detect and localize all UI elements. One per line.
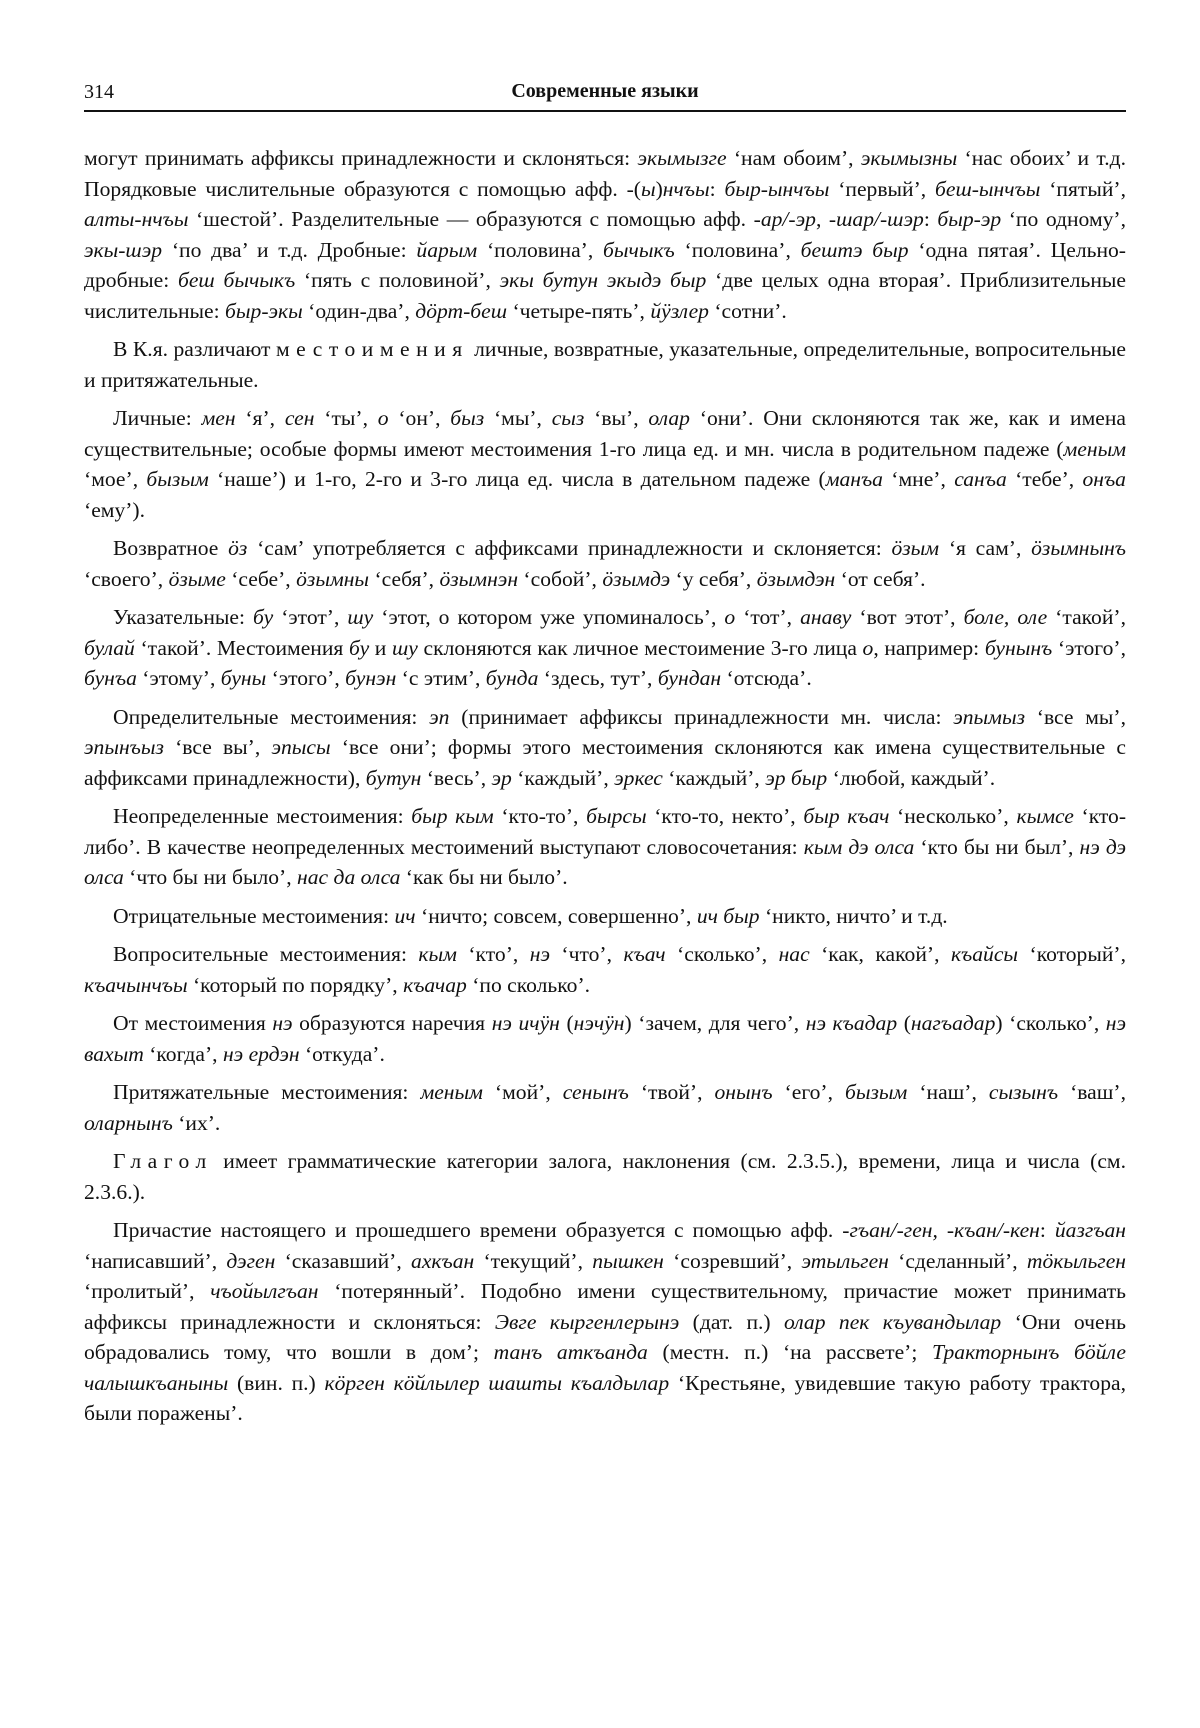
text-run: ‘по сколько’. [466,972,591,997]
text-run: : [1039,1218,1055,1242]
italic-term: пышкен [592,1248,664,1273]
text-run: Определительные местоимения: [113,704,430,729]
italic-term: оларнынъ [84,1110,173,1135]
italic-term: онынъ [714,1080,773,1104]
italic-term: тöкыльген [1026,1248,1126,1273]
italic-term: дöрт-беш [415,298,508,323]
text-run: ‘как бы ни было’. [400,865,568,889]
text-run: ‘один-два’, [302,298,416,323]
italic-term: кым дэ олса [803,834,915,859]
italic-term: öзымдэ [602,566,671,591]
text-run: ‘отсюда’. [721,666,812,690]
text-run: ‘нас обоих’ и т.д. Порядковые числительные образуются с помощью афф. -( [84,146,1126,201]
italic-term: къачар [403,972,467,997]
text-run: ‘такой’, [1047,605,1126,629]
italic-term: öзыме [168,566,226,591]
italic-term: быр къач [803,804,890,828]
italic-term: öзымнэн [439,566,519,591]
italic-term: öз [228,536,248,560]
italic-term: экы бутун экыдэ быр [499,268,707,292]
italic-term: кымсе [1016,804,1074,828]
italic-term: бутун [365,765,422,790]
text-run: ‘кто-либо’. В качестве неопределенных местоимений выступают словосочетания: [84,804,1127,859]
italic-term: нэ [272,1011,293,1035]
text-run: ‘себе’, [225,566,297,591]
italic-term: йарым [416,237,478,262]
text-run: образуются наречия [292,1011,492,1035]
italic-term: шу [392,635,418,660]
italic-term: ахкъан [411,1248,475,1273]
text-run: ‘их’. [172,1110,221,1135]
italic-term: бу [253,605,274,629]
paragraph-p10 [84,1008,1126,1069]
text-run: ‘у себя’, [670,566,757,591]
text-run: ‘как, какой’, [809,942,951,966]
page-number: 314 [84,81,114,103]
italic-term: сен [284,406,315,430]
italic-term: эпынъыз [84,735,164,759]
italic-term: нас [778,942,810,966]
italic-term: нэчÿн [573,1011,625,1035]
italic-term: нас да олса [297,865,401,889]
italic-term: йÿзлер [650,298,709,323]
text-run: ‘когда’, [143,1041,223,1066]
italic-term: öзымдэн [756,566,836,591]
paragraph-p8 [84,901,1126,932]
italic-term: нэ ердэн [222,1041,300,1066]
text-run: ‘сотни’. [708,298,787,323]
text-run: ‘сделанный’, [888,1248,1027,1273]
text-run: ‘пять с половиной’, [295,268,500,292]
italic-term: öзым [891,536,940,560]
text-run: Причастие настоящего и прошедшего времени образуется с помощью афф. [113,1218,843,1242]
italic-term: анаву [800,605,852,629]
text-run: ‘наш’, [907,1080,989,1104]
italic-term: бунынъ [984,635,1053,660]
italic-term: öзымны [296,566,370,591]
text-run: Вопросительные местоимения: [113,942,419,966]
text-run: Отрицательные местоимения: [113,903,395,928]
italic-term: мен [201,406,236,430]
paragraph-p13 [84,1215,1126,1429]
text-run: ‘ему’). [84,497,146,522]
italic-term: эпысы [271,735,331,759]
text-run: ‘кто’, [456,942,530,966]
italic-term: нэ ичÿн [491,1011,560,1035]
italic-term: экымызге [637,146,727,170]
italic-term: бызым [845,1080,908,1104]
italic-term: боле, оле [963,605,1048,629]
text-run: склоняются как личное местоимение 3-го лица [417,635,863,660]
text-run: ) ‘зачем, для чего’, [624,1011,806,1035]
italic-term: кым [418,942,457,966]
text-run: ‘этот, о котором уже упоминалось’, [373,605,725,629]
text-run: ‘тот’, [735,605,801,629]
italic-term: бычыкъ [603,237,675,262]
text-run: ‘вы’, [584,406,649,430]
page-header [84,74,1126,112]
text-run: ‘шестой’. Разделительные — образуются с помощью афф. [188,207,754,231]
text-run: ‘Они очень обрадовались тому, что вошли в дом’; [84,1309,1126,1364]
italic-term: бызым [146,467,209,491]
paragraph-p4 [84,533,1126,594]
text-run: ‘сказавший’, [275,1248,412,1273]
paragraph-p3 [84,403,1126,525]
italic-term: эркес [614,765,663,790]
italic-term: эр быр [765,765,828,790]
paragraph-p11 [84,1077,1126,1138]
text-run: ‘от себя’. [835,566,926,591]
text-run: ‘первый’, [829,176,935,201]
text-run: ‘мой’, [482,1080,563,1104]
italic-term: меным [420,1080,483,1104]
text-run: ‘твой’, [628,1080,715,1104]
italic-term: ич быр [696,903,760,928]
spaced-term: местоимения [275,337,469,361]
text-run: ‘Крестьяне, увидевшие такую работу трактора, были поражены’. [84,1370,1126,1425]
italic-term: нэ вахыт [84,1011,1127,1066]
italic-term: беш-ынчъы [935,176,1041,201]
text-run: ‘созревший’, [663,1248,802,1273]
italic-term: олар пек къувандылар [783,1309,1002,1334]
text-run: ‘несколько’, [889,804,1017,828]
text-run: ‘весь’, [421,765,492,790]
text-run: ) ‘сколько’, [995,1011,1106,1035]
text-run: ‘такой’. Местоимения [134,635,349,660]
italic-term: быр кым [411,804,494,828]
text-run: В К.я. различают [113,337,276,361]
text-run: , [815,207,829,231]
text-run: ‘этого’, [266,666,346,690]
text-run: (вин. п.) [228,1370,325,1395]
text-run: могут принимать аффиксы принадлежности и склоняться: [84,146,638,170]
text-run: (принимает аффиксы принадлежности мн. числа: [449,704,954,729]
italic-term: шу [347,605,374,629]
italic-term: чъойылгъан [210,1279,319,1303]
text-run: ‘мое’, [84,467,147,491]
text-run: имеет грамматические категории залога, наклонения (см. 2.3.5.), времени, лица и числа (см. 2.3.6.). [84,1149,1126,1204]
paragraph-p2 [84,334,1126,395]
text-run: ‘кто-то, некто’, [646,804,804,828]
italic-term: бырсы [586,804,647,828]
text-run: ‘ничто; совсем, совершенно’, [415,903,697,928]
italic-term: дэген [226,1248,276,1273]
text-run: ‘тебе’, [1006,467,1083,491]
text-run: ‘собой’, [518,566,603,591]
italic-term: сызынъ [988,1080,1059,1104]
paragraph-p1 [84,143,1126,326]
text-run: ‘я’, [235,406,285,430]
italic-term: къачынчъы [84,972,188,997]
italic-term: экымызны [860,146,958,170]
italic-term: нэ дэ олса [84,834,1127,889]
text-run: ‘половина’, [477,237,604,262]
italic-term: буны [220,666,267,690]
text-run: : [709,176,725,201]
italic-term: ич [394,903,416,928]
paragraph-p12 [84,1146,1126,1207]
text-run: ( [559,1011,574,1035]
text-run: ‘потерянный’. Подобно имени существительному, причастие может принимать аффиксы принадлежности и склоняться: [84,1279,1126,1334]
italic-term: -гъан/-ген, -къан/-кен [842,1218,1040,1242]
italic-term: олар [648,406,690,430]
italic-term: кöрген кöйлылер шашты къалдылар [324,1370,670,1395]
text-run: ‘пятый’, [1040,176,1126,201]
paragraph-p6 [84,702,1126,794]
italic-term: бу [349,635,370,660]
page-body [84,143,1126,1429]
italic-term: бунэн [345,666,397,690]
text-run: ‘что бы ни было’, [123,865,298,889]
text-run: ‘написавший’, [84,1248,227,1273]
text-run: ‘наше’) и 1-го, 2-го и 3-го лица ед. числа в дательном падеже ( [208,467,826,491]
text-run: ‘одна пятая’. Цельно-дробные: [84,237,1126,292]
text-run: От местоимения [113,1011,273,1035]
text-run: (дат. п.) [679,1309,784,1334]
text-run: ‘сам’ употребляется с аффиксами принадлежности и склоняется: [247,536,892,560]
italic-term: быр-ынчъы [724,176,830,201]
italic-term: беш бычыкъ [177,268,296,292]
italic-term: нагъадар [910,1011,996,1035]
text-run: ‘текущий’, [474,1248,593,1273]
text-run: ‘кто бы ни был’, [914,834,1080,859]
text-run: ‘любой, каждый’. [827,765,996,790]
text-run: Личные: [113,406,202,430]
text-run: ‘все мы’, [1025,704,1126,729]
text-run: ‘я сам’, [939,536,1032,560]
italic-term: о [377,406,389,430]
text-run: ‘нам обоим’, [726,146,861,170]
text-run: ‘по одному’, [1001,207,1126,231]
text-run: ) [655,176,663,201]
italic-term: меным [1063,436,1126,461]
spaced-term: Глагол [113,1149,213,1173]
text-run: ( [897,1011,911,1035]
text-run: ‘мы’, [484,406,552,430]
text-run: ‘все вы’, [163,735,272,759]
text-run: ‘ты’, [314,406,378,430]
text-run: ‘пролитый’, [84,1279,211,1303]
text-run: ‘его’, [772,1080,846,1104]
text-run: ‘с этим’, [396,666,486,690]
italic-term: эр [491,765,512,790]
text-run: Притяжательные местоимения: [113,1080,421,1104]
italic-term: санъа [954,467,1007,491]
italic-term: танъ аткъанда [493,1340,648,1364]
italic-term: къач [623,942,666,966]
text-run: (местн. п.) ‘на рассвете’; [647,1340,933,1364]
text-run: ‘этого’, [1052,635,1126,660]
text-run: ‘он’, [388,406,451,430]
text-run: , например: [873,635,985,660]
text-run: ‘кто-то’, [493,804,587,828]
text-run: ‘что’, [549,942,624,966]
paragraph-p5 [84,602,1126,694]
italic-term: Эвге кыргенлерынэ [494,1309,680,1334]
paragraph-p9 [84,939,1126,1000]
text-run: ‘они’. Они склоняются так же, как и имена существительные; особые формы имеют местоимения 1-го лица ед. и мн. числа в родительном падеже ( [84,406,1126,461]
italic-term: -шар/-шэр [828,207,924,231]
italic-term: онъа [1082,467,1126,491]
italic-term: йазгъан [1054,1218,1127,1242]
italic-term: быр-эр [937,207,1002,231]
italic-term: о [862,635,874,660]
text-run: ‘откуда’. [299,1041,385,1066]
italic-term: нчъы [662,176,710,201]
italic-term: эпымыз [953,704,1025,729]
text-run: ‘сколько’, [665,942,779,966]
italic-term: öзымнынъ [1031,536,1126,560]
text-run: ‘который по порядку’, [187,972,404,997]
italic-term: манъа [825,467,883,491]
text-run: ‘вот этот’, [851,605,964,629]
document-page [84,74,1126,1437]
text-run: ‘своего’, [84,566,169,591]
text-run: ‘ваш’, [1058,1080,1126,1104]
text-run: ‘этот’, [273,605,348,629]
italic-term: этыльген [801,1248,889,1273]
text-run: ‘никто, ничто’ и т.д. [759,903,948,928]
italic-term: бештэ быр [800,237,909,262]
text-run: ‘четыре-пять’, [507,298,651,323]
italic-term: алты-нчъы [84,207,189,231]
italic-term: сенынъ [562,1080,629,1104]
italic-term: -ар/-эр [753,207,816,231]
text-run: ‘мне’, [882,467,955,491]
italic-term: ы [640,176,656,201]
italic-term: бунъа [84,666,137,690]
text-run: личные, возвратные, указательные, определительные, вопросительные и притяжательные. [84,337,1126,392]
text-run: ‘себя’, [369,566,440,591]
italic-term: нэ къадар [805,1011,898,1035]
italic-term: булай [84,635,135,660]
text-run: ‘каждый’, [511,765,615,790]
italic-term: бунда [485,666,539,690]
text-run: ‘здесь, тут’, [538,666,658,690]
italic-term: Тракторнынъ бöйле чалышкъаныны [84,1340,1126,1395]
text-run: ‘все они’; формы этого местоимения склоняются как имена существительные с аффиксами принадлежности), [84,735,1127,790]
italic-term: нэ [529,942,550,966]
text-run: Неопределенные местоимения: [113,804,412,828]
text-run: ‘каждый’, [662,765,766,790]
text-run: ‘этому’, [136,666,221,690]
text-run: Возвратное [113,536,229,560]
text-run: и [369,635,392,660]
text-run: ‘две целых одна вторая’. Приблизительные числительные: [84,268,1126,323]
text-run: : [923,207,938,231]
italic-term: къайсы [950,942,1019,966]
italic-term: бундан [657,666,722,690]
paragraph-p7 [84,801,1126,893]
text-run: ‘половина’, [674,237,801,262]
text-run: Указательные: [113,605,254,629]
italic-term: эп [429,704,450,729]
italic-term: сыз [551,406,585,430]
text-run: ‘по два’ и т.д. Дробные: [162,237,417,262]
italic-term: экы-шэр [84,237,163,262]
italic-term: быр-экы [225,298,303,323]
text-run: ‘который’, [1018,942,1127,966]
italic-term: о [724,605,736,629]
running-title: Современные языки [511,80,699,102]
italic-term: быз [450,406,485,430]
